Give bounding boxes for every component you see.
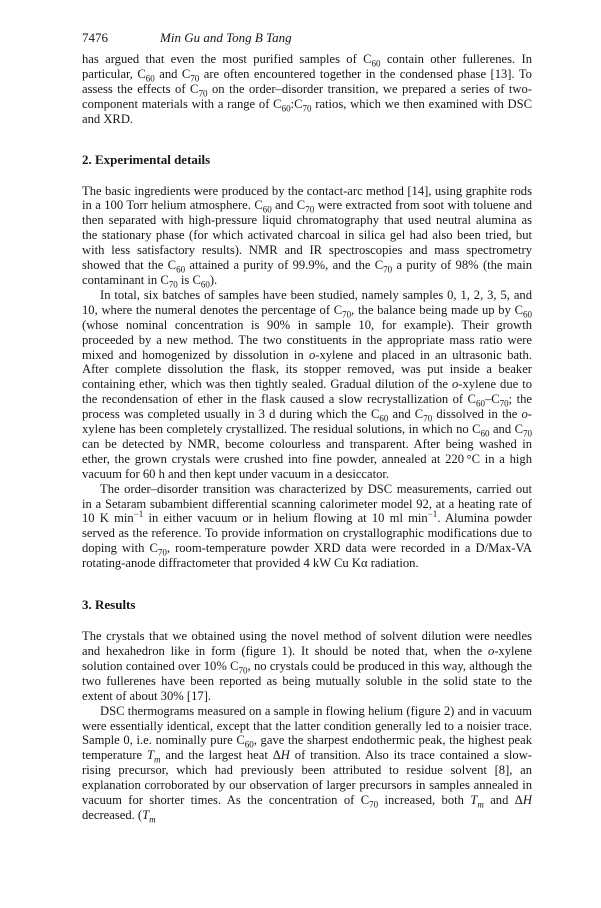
page-number: 7476 xyxy=(82,30,108,45)
experimental-paragraph-1: The basic ingredients were produced by the contact-arc method [14], using graphite rods in a 100 Torr helium atmosphere. $C_{60}$ and $C_{70}$ were extracted from soot with toluene and then separated with high-pressure liquid chromatography that used neutral alumina as the stationary phase (for which activated charcoal in silica gel had also been tried, but with less satisfactory results). NMR and IR spectroscopies and mass spectrometry showed that the $C_{60}$ attained a purity of 99.9%, and the $C_{70}$ a purity of 98% (the main contaminant in $C_{70}$ is $C_{60}$). xyxy=(82,183,533,290)
intro-paragraph: has argued that even the most purified samples of $C_{60}$ contain other fullerenes. In particular, $C_{60}$ and $C_{70}$ are often encountered together in the condensed phase [13]. To assess the effects of $C_{70}$ on the order–disorder transition, we prepared a series of two-component materials with a range of $C_{60}:C_{70}$ ratios, which we then examined with DSC and XRD. xyxy=(82,52,533,126)
journal-page xyxy=(82,30,532,823)
section-heading-experimental: 2. Experimental details xyxy=(82,151,211,167)
section-heading-results: 3. Results xyxy=(82,597,136,613)
experimental-paragraph-2: In total, six batches of samples have been studied, namely samples 0, 1, 2, 3, 5, and 10, where the numeral denotes the percentage of $C_{70}$, the balance being made up by $C_{60}$ (whose nominal concentration is 90% in sample 10, for example). Their growth proceeded by a new method. The two constituents in the appropriate mass ratio were mixed and homogenized by dissolution in o-xylene and placed in an ultrasonic bath. After complete dissolution the flask, its stopper removed, was put inside a beaker containing ether, which was then tightly sealed. Gradual dilution of the o-xylene due to the recondensation of ether in the flask caused a slow recrystallization of $C_{60}-C_{70}$; the process was completed usually in 3 d during which the $C_{60}$ and $C_{70}$ dissolved in the o-xylene has been completely crystallized. The residual solutions, in which no $C_{60}$ and $C_{70}$ can be detected by NMR, become colourless and transparent. After being washed in ether, the grown crystals were crushed into fine powder, annealed at 220 °C in a high vacuum for 60 h and then kept under vacuum in a desiccator. xyxy=(82,287,532,481)
results-paragraph-2: DSC thermograms measured on a sample in flowing helium (figure 2) and in vacuum were essentially identical, except that the latter condition generally led to a noisier trace. Sample 0, i.e. nominally pure $C_{60}$, gave the sharpest endothermic peak, the highest peak temperature $T_m$ and the largest heat ΔH of transition. Also its trace contained a slow-rising precursor, which had previously been attributed to residue solvent [8], an explanation corroborated by our observation of larger precursors in samples annealed in vacuum for shorter times. As the concentration of $C_{70}$ increased, both $T_m$ and ΔH decreased. ($T_m$ xyxy=(82,703,532,825)
results-paragraph-1: The crystals that we obtained using the novel method of solvent dilution were needles and hexahedron like in form (figure 1). It should be noted that, when the o-xylene solution contained over 10% $C_{70}$, no crystals could be produced in this way, although the two fullerenes have been reported as being mutually soluble in the solid state to the extent of about 30% [17]. xyxy=(82,629,532,703)
experimental-paragraph-3: The order–disorder transition was characterized by DSC measurements, carried out in a Setaram subambient differential scanning calorimeter model 92, at a heating rate of 10 K $\min^{-1}$ in either vacuum or in helium flowing at 10 ml $\min^{-1}$. Alumina powder served as the reference. To provide information on crystallographic modifications due to doping with $C_{70}$, room-temperature powder XRD data were recorded in a D/Max-VA rotating-anode diffractometer that provided 4 kW Cu Kα radiation. xyxy=(82,481,532,571)
running-authors: Min Gu and Tong B Tang xyxy=(160,30,292,45)
running-header xyxy=(82,30,532,52)
